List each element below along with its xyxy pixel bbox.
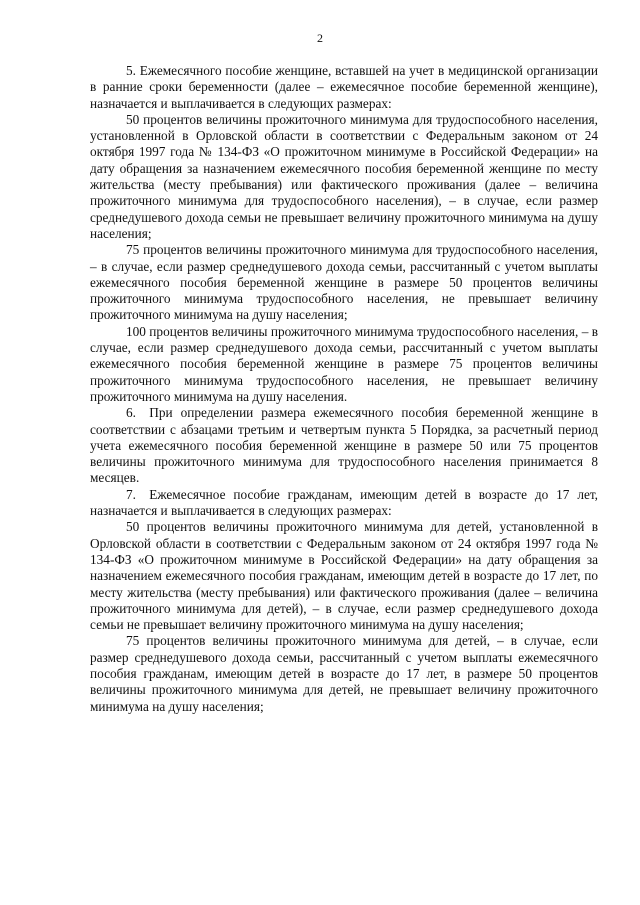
paragraph-7-50-percent: 50 процентов величины прожиточного минимума для детей, установленной в Орловской области в соответствии с Федеральным законом от 24 октября 1997 года № 134-ФЗ «О прожиточном минимуме в Российской Федерации» на дату обращения за назначением ежемесячного пособия гражданам, имеющим детей в возрасте до 17 лет, по месту жительства (месту пребывания) или фактического проживания (далее – величина прожиточного минимума для детей), – в случае, если размер среднедушевого дохода семьи не превышает величину прожиточного минимума на душу населения; xyxy=(90,519,598,633)
paragraph-5-50-percent: 50 процентов величины прожиточного минимума для трудоспособного населения, установленной в Орловской области в соответствии с Федеральным законом от 24 октября 1997 года № 134-ФЗ «О прожиточном минимуме в Российской Федерации» на дату обращения за назначением ежемесячного пособия беременной женщине по месту жительства (месту пребывания) или фактического проживания (далее – величина прожиточного минимума для трудоспособного населения), – в случае, если размер среднедушевого дохода семьи не превышает величину прожиточного минимума на душу населения; xyxy=(90,111,598,241)
paragraph-7-intro: 7. Ежемесячное пособие гражданам, имеющим детей в возрасте до 17 лет, назначается и выплачивается в следующих размерах: xyxy=(90,486,598,519)
paragraph-5-100-percent: 100 процентов величины прожиточного минимума трудоспособного населения, – в случае, если размер среднедушевого дохода семьи, рассчитанный с учетом выплаты ежемесячного пособия беременной женщине в размере 75 процентов величины прожиточного минимума трудоспособного населения, не превышает величину прожиточного минимума на душу населения. xyxy=(90,323,598,404)
page-number: 2 xyxy=(317,31,323,45)
paragraph-5-intro: 5. Ежемесячного пособие женщине, вставшей на учет в медицинской организации в ранние сроки беременности (далее – ежемесячное пособие беременной женщине), назначается и выплачивается в следующих размерах: xyxy=(90,63,598,111)
paragraph-6: 6. При определении размера ежемесячного пособия беременной женщине в соответствии с абзацами третьим и четвертым пункта 5 Порядка, за расчетный период учета ежемесячного пособия беременной женщине в размере 50 или 75 процентов величины прожиточного минимума для трудоспособного населения принимается 8 месяцев. xyxy=(90,405,598,486)
document-body xyxy=(90,63,598,715)
paragraph-5-75-percent: 75 процентов величины прожиточного минимума для трудоспособного населения, – в случае, если размер среднедушевого дохода семьи, рассчитанный с учетом выплаты ежемесячного пособия беременной женщине в размере 50 процентов величины прожиточного минимума трудоспособного населения, не превышает величину прожиточного минимума на душу населения; xyxy=(90,242,598,323)
paragraph-7-75-percent: 75 процентов величины прожиточного минимума для детей, – в случае, если размер среднедушевого дохода семьи, рассчитанный с учетом выплаты ежемесячного пособия гражданам, имеющим детей в возрасте до 17 лет, в размере 50 процентов величины прожиточного минимума для детей, не превышает величину прожиточного минимума на душу населения; xyxy=(90,633,598,714)
